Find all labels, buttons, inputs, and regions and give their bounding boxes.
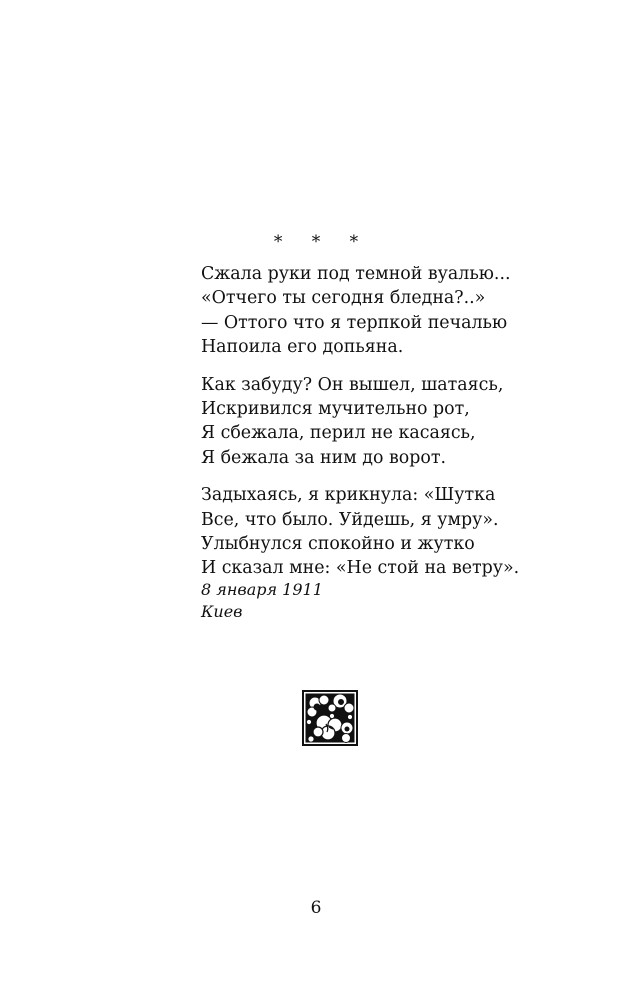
- poem-line: — Оттого что я терпкой печалью: [201, 312, 508, 333]
- poem-line: «Отчего ты сегодня бледна?..»: [201, 288, 486, 309]
- page-number: 6: [310, 898, 322, 918]
- section-asterism: * * *: [273, 232, 371, 252]
- poem-line: Улыбнулся спокойно и жутко: [201, 534, 475, 555]
- poem-line: Я сбежала, перил не касаясь,: [201, 423, 476, 444]
- poem-line: Сжала руки под темной вуалью...: [201, 264, 511, 284]
- poem-line: Я бежала за ним до ворот.: [201, 447, 446, 468]
- stanza-2: [201, 373, 621, 471]
- poem-line: Задыхаясь, я крикнула: «Шутка: [201, 485, 496, 506]
- poem-line: Напоила его допьяна.: [201, 337, 404, 358]
- stanza-3: [201, 483, 621, 581]
- poem-line: Все, что было. Уйдешь, я умру».: [201, 509, 499, 530]
- poem-date: 8 января 1911: [201, 580, 323, 599]
- poem-place: Киев: [201, 602, 243, 621]
- poem-dateline: [201, 579, 323, 623]
- stanza-1: [201, 262, 621, 360]
- poem-line: Как забуду? Он вышел, шатаясь,: [201, 374, 504, 395]
- poem-line: И сказал мне: «Не стой на ветру».: [201, 558, 520, 579]
- poem-line: Искривился мучительно рот,: [201, 399, 470, 420]
- floral-ornament-icon: [302, 690, 358, 746]
- poem: [201, 262, 621, 594]
